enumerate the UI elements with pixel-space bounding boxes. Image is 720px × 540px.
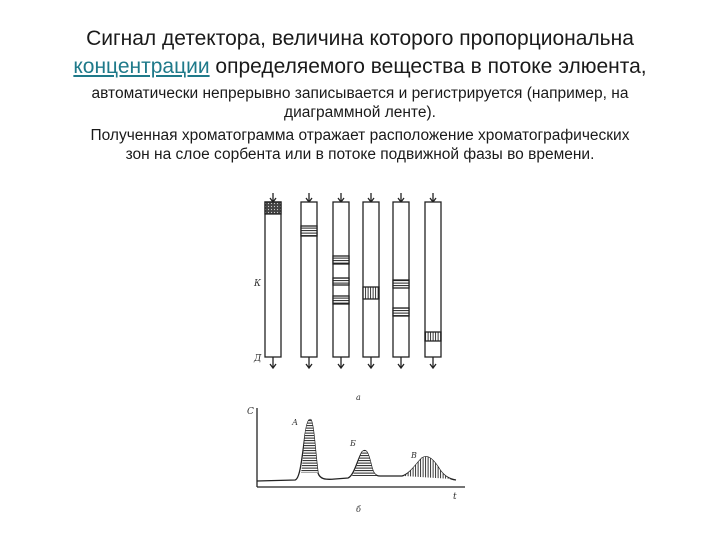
part-b-label: б <box>356 505 361 514</box>
heading-line-2 <box>0 55 720 79</box>
concentration-link[interactable]: концентрации <box>73 55 210 78</box>
heading-line-2-rest: определяемого вещества в потоке элюента, <box>209 55 647 78</box>
column-2 <box>301 193 317 368</box>
column-label-k: К <box>254 279 261 289</box>
paragraph-2-line-1: Полученная хроматограмма отражает расположение хроматографических <box>90 127 630 144</box>
chromatogram <box>257 408 465 487</box>
chromatography-figure <box>240 190 480 520</box>
column-5 <box>393 193 409 368</box>
column-6 <box>425 193 441 368</box>
paragraph-1 <box>0 84 720 122</box>
peak-c-fill <box>404 457 452 479</box>
peak-label-b: Б <box>350 439 356 448</box>
axis-x-label: t <box>453 492 457 502</box>
peak-label-c: В <box>411 451 417 460</box>
peak-b-fill <box>352 451 380 477</box>
paragraph-1-line-2: диаграммной ленте). <box>284 104 436 121</box>
column-label-d: Д <box>254 354 262 364</box>
part-a-label: а <box>356 393 361 402</box>
heading-line-1: Сигнал детектора, величина которого пропорциональна <box>86 27 634 50</box>
column-4 <box>363 193 379 368</box>
axis-y-label: С <box>247 407 254 417</box>
peak-label-a: А <box>292 418 299 427</box>
column-1 <box>265 193 281 368</box>
paragraph-1-line-1: автоматически непрерывно записывается и регистрируется (например, на <box>91 85 629 102</box>
column-3 <box>333 193 349 368</box>
columns-diagram <box>265 193 441 368</box>
paragraph-2-line-2: зон на слое сорбента или в потоке подвижной фазы во времени. <box>125 146 595 163</box>
paragraph-2 <box>0 126 720 164</box>
